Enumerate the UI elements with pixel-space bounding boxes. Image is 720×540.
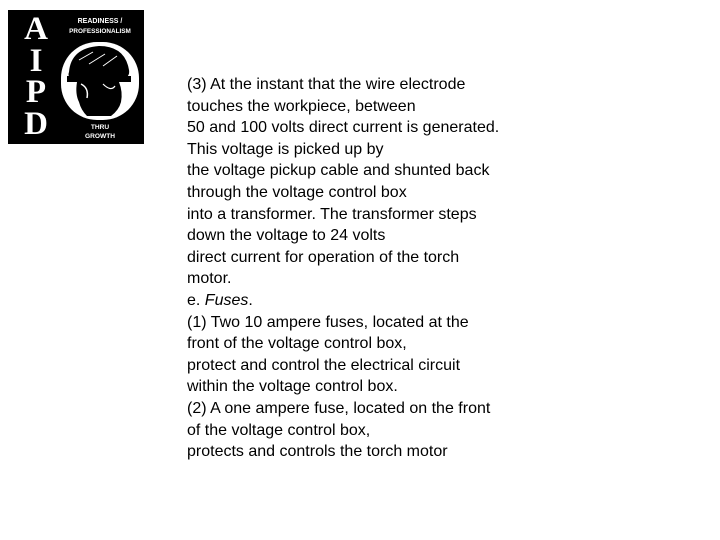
text-line: of the voltage control box, xyxy=(187,421,371,439)
logo-letters xyxy=(13,11,59,142)
heading-suffix: . xyxy=(248,291,253,309)
badge-top-text-2: PROFESSIONALISM xyxy=(69,28,131,35)
text-line: front of the voltage control box, xyxy=(187,335,407,353)
logo-badge xyxy=(59,12,141,142)
text-line: into a transformer. The transformer steps xyxy=(187,205,477,223)
logo-letter-p: P xyxy=(25,74,47,111)
text-line: This voltage is picked up by xyxy=(187,140,384,158)
logo-letter-d: D xyxy=(24,105,48,142)
aipd-logo xyxy=(8,10,144,144)
heading-prefix: e. xyxy=(187,291,205,309)
logo-letter-a: A xyxy=(24,11,48,47)
text-line: direct current for operation of the torch xyxy=(187,248,460,266)
text-line: (3) At the instant that the wire electrode xyxy=(187,76,466,93)
text-line: protect and control the electrical circuit xyxy=(187,356,461,374)
logo-letter-i: I xyxy=(29,42,43,79)
text-line: through the voltage control box xyxy=(187,183,407,201)
body-text xyxy=(187,74,567,463)
text-line: (1) Two 10 ampere fuses, located at the xyxy=(187,313,469,331)
text-line: touches the workpiece, between xyxy=(187,97,416,115)
text-line: within the voltage control box. xyxy=(187,378,398,396)
badge-bottom-text-1: THRU xyxy=(90,124,110,131)
text-line: 50 and 100 volts direct current is generated. xyxy=(187,119,500,137)
text-line: the voltage pickup cable and shunted back xyxy=(187,162,490,180)
text-line: (2) A one ampere fuse, located on the front xyxy=(187,399,491,417)
badge-bottom-text-2: GROWTH xyxy=(84,133,116,140)
text-line: motor. xyxy=(187,270,232,288)
text-line: down the voltage to 24 volts xyxy=(187,227,386,245)
heading-italic: Fuses xyxy=(204,291,249,309)
section-heading xyxy=(187,290,567,312)
badge-top-text-1: READINESS / xyxy=(77,18,123,25)
text-line: protects and controls the torch motor xyxy=(187,443,448,461)
